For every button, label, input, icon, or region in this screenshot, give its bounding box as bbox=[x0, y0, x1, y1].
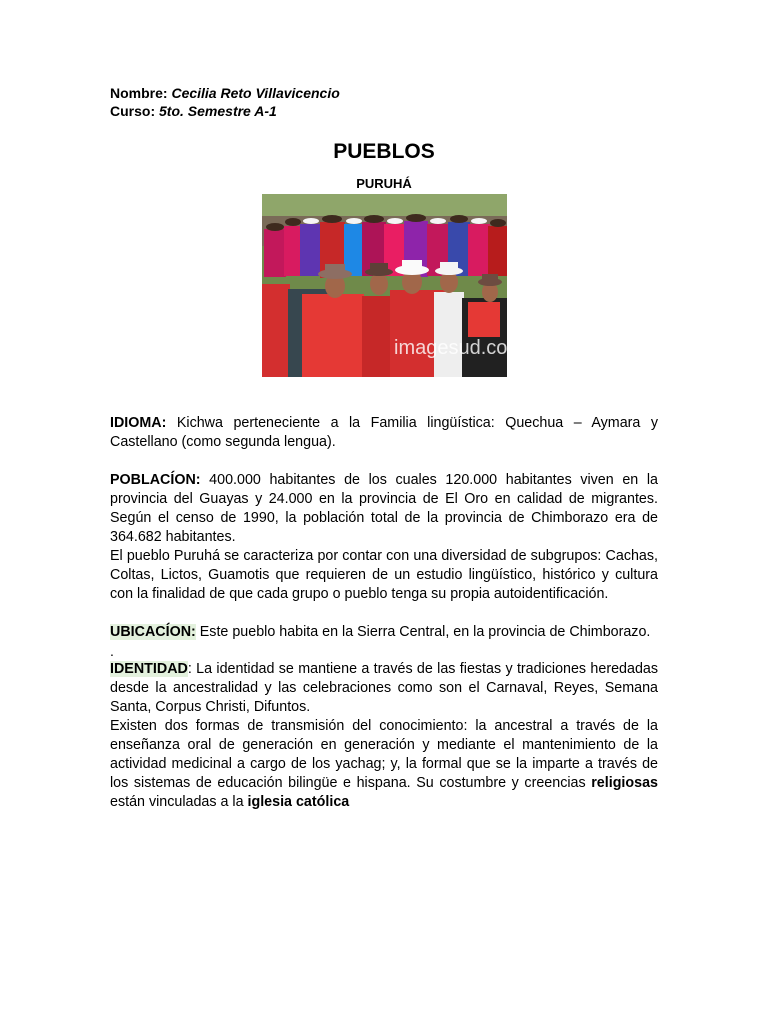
ubicacion-section bbox=[110, 623, 658, 642]
identidad-bold-iglesia: iglesia católica bbox=[247, 794, 350, 810]
course-label: Curso: bbox=[110, 103, 156, 119]
puruha-people-photo bbox=[262, 194, 524, 377]
section-subtitle: PURUHÁ bbox=[356, 176, 412, 191]
course-line bbox=[110, 102, 658, 120]
student-name-line bbox=[110, 84, 658, 102]
idioma-text: Kichwa perteneciente a la Familia lingüística: Quechua – Aymara y Castellano (como segunda lengua). bbox=[110, 415, 658, 450]
poblacion-label: POBLACÍON: bbox=[110, 472, 201, 488]
identidad-label: IDENTIDAD bbox=[110, 661, 188, 677]
identidad-section bbox=[110, 660, 658, 717]
ubicacion-text: Este pueblo habita en la Sierra Central, en la provincia de Chimborazo. bbox=[199, 624, 651, 640]
poblacion-section bbox=[110, 471, 658, 547]
identidad-text-b: Existen dos formas de transmisión del conocimiento: la ancestral a través de la enseñanza oral de generación en generación y mediante el mantenimiento de la actividad medicinal a cargo de los yachag; y, la formal que se la imparte a través de los sistemas de educación bilingüe e hispana. Su costumbre y creencias bbox=[110, 718, 658, 791]
poblacion-text-a: 400.000 habitantes de los cuales 120.000 habitantes viven en la provincia del Guayas y 24.000 en la provincia de El Oro en calidad de migrantes. Según el censo de 1990, la población total de la provincia de Chimborazo era de 364.682 habitantes. bbox=[110, 472, 658, 545]
page-title: PUEBLOS bbox=[333, 140, 435, 163]
document-page bbox=[110, 84, 658, 812]
photo-watermark: imagesud.com bbox=[393, 337, 524, 359]
identidad-text: : La identidad se mantiene a través de las fiestas y tradiciones heredadas desde la ancestralidad y las celebraciones como son el Carnaval, Reyes, Semana Santa, Corpus Christi, Difuntos. bbox=[110, 661, 658, 715]
course-value: 5to. Semestre A-1 bbox=[159, 103, 277, 119]
identidad-mid: están vinculadas a la bbox=[110, 794, 248, 810]
ubicacion-trailing-dot: . bbox=[110, 643, 114, 659]
student-name: Cecilia Reto Villavicencio bbox=[171, 85, 340, 101]
idioma-label: IDIOMA: bbox=[110, 415, 167, 431]
poblacion-text-b: El pueblo Puruhá se caracteriza por contar con una diversidad de subgrupos: Cachas, Coltas, Lictos, Guamotis que requieren de un estudio lingüístico, histórico y cultura con la finalidad de que cada grupo o pueblo tenga su propia autoidentificación. bbox=[110, 548, 658, 602]
identidad-bold-religiosas: religiosas bbox=[591, 775, 658, 791]
idioma-section bbox=[110, 414, 658, 452]
ubicacion-label: UBICACÍON: bbox=[110, 624, 196, 640]
name-label: Nombre: bbox=[110, 85, 168, 101]
identidad-text-b-paragraph bbox=[110, 717, 658, 812]
